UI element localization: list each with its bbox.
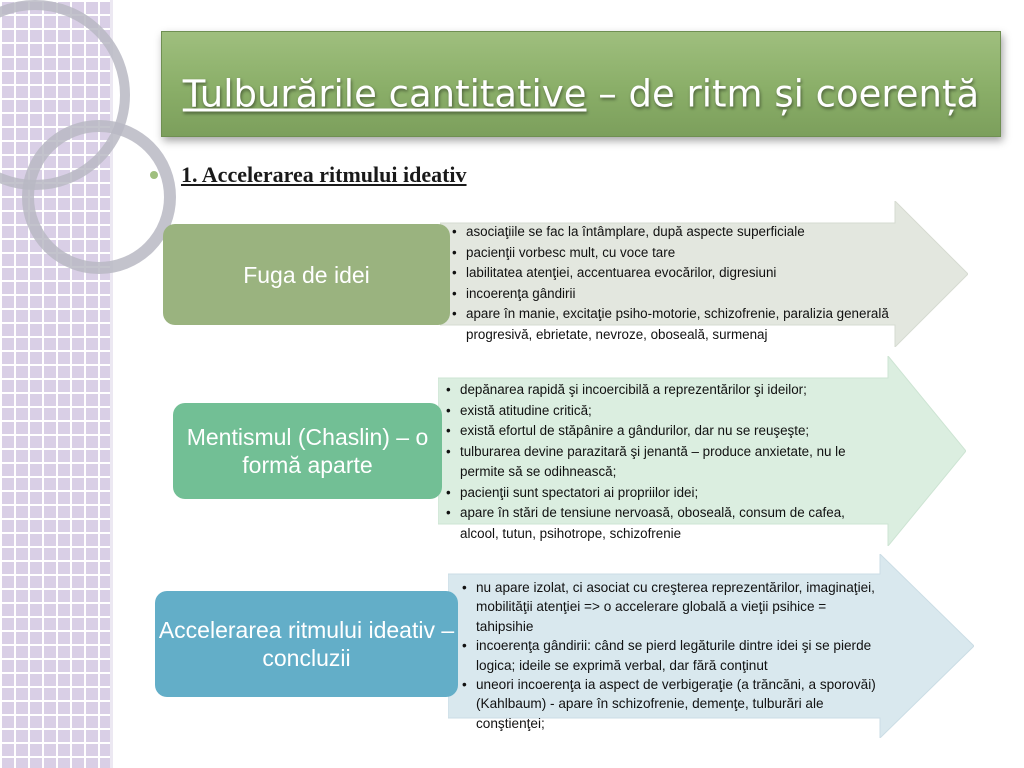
list-item: • nu apare izolat, ci asociat cu creşterea reprezentărilor, imaginaţiei, mobilităţii atenţiei => o accelerare globală a vieţii psihice = tahipsihie [462, 578, 882, 636]
list-item: • uneori incoerenţa ia aspect de verbigeraţie (a trăncăni, a sporovăi) (Kahlbaum) - apare în schizofrenie, demenţe, tulburări ale conştienţei; [462, 675, 882, 733]
list-item: • există efortul de stăpânire a gândurilor, dar nu se reuşeşte; [446, 421, 876, 442]
label-box-fuga-de-idei [163, 224, 450, 325]
list-item: • pacienţii vorbesc mult, cu voce tare [452, 243, 897, 264]
slide-title [162, 73, 1000, 116]
title-rest-part: – de ritm și coerență [586, 72, 980, 116]
decorative-ring-icon [22, 120, 176, 274]
label-box-concluzii [155, 591, 458, 697]
list-item: • asociaţiile se fac la întâmplare, după aspecte superficiale [452, 222, 897, 243]
list-item: • există atitudine critică; [446, 401, 876, 422]
list-item: • incoerenţa gândirii: când se pierd legăturile dintre idei şi se pierde logica; ideile se exprimă verbal, dar fără conţinut [462, 636, 882, 675]
section-heading: 1. Accelerarea ritmului ideativ [181, 162, 467, 187]
title-banner [161, 31, 1001, 137]
list-fuga-de-idei [452, 222, 897, 345]
list-item: • apare în stări de tensiune nervoasă, oboseală, consum de cafea, alcool, tutun, psihotrope, schizofrenie [446, 503, 876, 544]
list-item: • incoerenţa gândirii [452, 284, 897, 305]
label-concluzii: Accelerarea ritmului ideativ – concluzii [158, 617, 455, 671]
list-item: • labilitatea atenţiei, accentuarea evocărilor, digresiuni [452, 263, 897, 284]
label-box-mentismul [173, 403, 442, 499]
label-mentismul: Mentismul (Chaslin) – o formă aparte [186, 424, 429, 478]
list-item: • tulburarea devine parazitară şi jenantă – produce anxietate, nu le permite să se odihnească; [446, 442, 876, 483]
list-concluzii [462, 578, 882, 733]
label-fuga-de-idei: Fuga de idei [243, 261, 370, 288]
list-item: • apare în manie, excitaţie psiho-motorie, schizofrenie, paralizia generală progresivă, ebrietate, nevroze, oboseală, surmenaj [452, 304, 897, 345]
list-mentismul [446, 380, 876, 544]
bullet-dot-icon [150, 171, 158, 179]
list-item: • pacienţii sunt spectatori ai propriilor idei; [446, 483, 876, 504]
title-underlined-part: Tulburările cantitative [182, 72, 587, 116]
list-item: • depănarea rapidă şi incoercibilă a reprezentărilor şi ideilor; [446, 380, 876, 401]
